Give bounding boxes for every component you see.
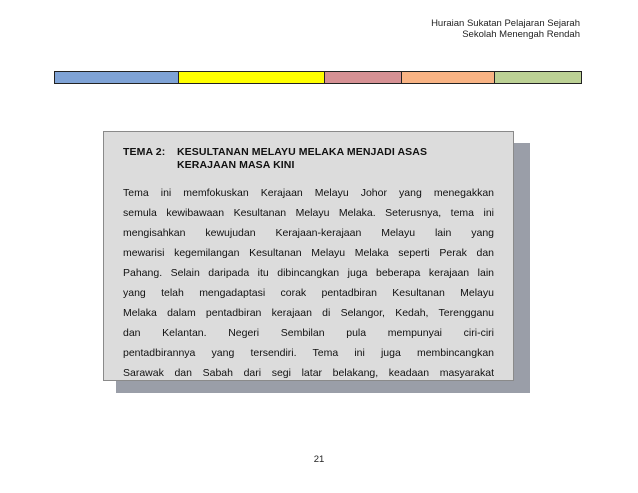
color-segment-red xyxy=(325,72,402,83)
description-line: mengisahkan kewujudan Kerajaan-kerajaan Melayu lain yang xyxy=(123,227,494,239)
theme-box xyxy=(103,131,514,381)
description-line: Pahang. Selain daripada itu dibincangkan juga beberapa kerajaan lain xyxy=(123,267,494,279)
description-line: semula kewibawaan Kesultanan Melayu Melaka. Seterusnya, tema ini xyxy=(123,207,494,219)
document-header xyxy=(431,18,580,40)
header-subtitle-line: Sekolah Menengah Rendah xyxy=(462,29,580,40)
page-number: 21 xyxy=(313,454,325,465)
theme-heading xyxy=(123,146,494,172)
theme-title xyxy=(177,146,494,172)
description-line: Melaka dalam pentadbiran kerajaan di Selangor, Kedah, Terengganu xyxy=(123,307,494,319)
color-segment-blue xyxy=(55,72,179,83)
theme-label: TEMA 2: xyxy=(123,146,166,158)
color-segment-green xyxy=(495,72,581,83)
description-line: mewarisi kegemilangan Kesultanan Melayu Melaka seperti Perak dan xyxy=(123,247,494,259)
theme-title-line: KESULTANAN MELAYU MELAKA MENJADI ASAS xyxy=(177,146,428,158)
color-segment-orange xyxy=(402,72,495,83)
description-line: yang telah mengadaptasi corak pentadbiran Kesultanan Melayu xyxy=(123,287,494,299)
description-line: dan Kelantan. Negeri Sembilan pula mempunyai ciri-ciri xyxy=(123,327,494,339)
color-band xyxy=(54,71,582,84)
theme-title-line: KERAJAAN MASA KINI xyxy=(177,159,295,171)
theme-description xyxy=(123,183,494,381)
color-segment-yellow xyxy=(179,72,325,83)
header-title-line: Huraian Sukatan Pelajaran Sejarah xyxy=(431,18,580,29)
description-line: Sarawak dan Sabah dari segi latar belakang, keadaan masyarakat xyxy=(123,367,494,379)
description-line: Tema ini memfokuskan Kerajaan Melayu Johor yang menegakkan xyxy=(123,187,494,199)
description-line: pentadbirannya yang tersendiri. Tema ini juga membincangkan xyxy=(123,347,494,359)
